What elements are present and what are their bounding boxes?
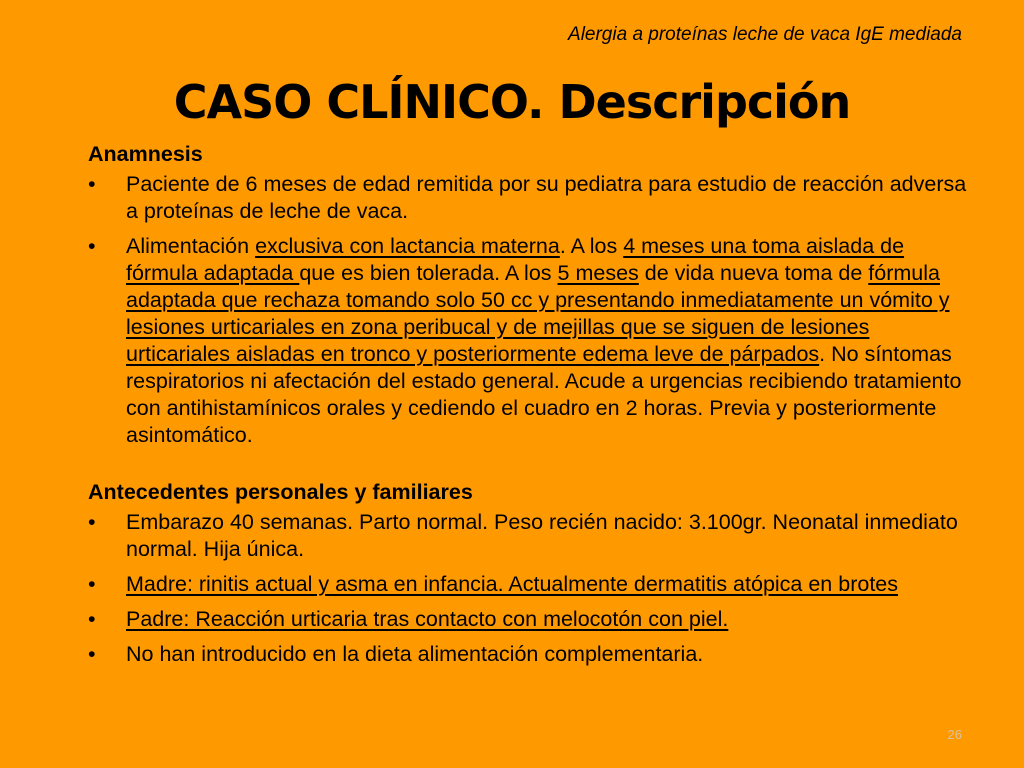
bullet-icon: • <box>88 642 96 666</box>
bullet-text: . A los <box>559 234 624 258</box>
list-item <box>88 233 968 449</box>
slide-title: CASO CLÍNICO. Descripción <box>173 75 851 129</box>
list-item <box>88 606 968 633</box>
list-item <box>88 509 968 563</box>
antecedentes-list <box>88 509 968 668</box>
header-note: Alergia a proteínas leche de vaca IgE mediada <box>568 24 962 45</box>
underlined-text: Madre: rinitis actual y asma en infancia. Actualmente dermatitis atópica en brotes <box>126 572 898 596</box>
bullet-text: . No síntomas respiratorios ni afectación del estado general. Acude a urgencias recibiendo tratamiento con antihistamínicos orales y cediendo el cuadro en 2 horas. Previa y posteriormente asintomático. <box>126 342 962 447</box>
slide-content <box>88 137 968 676</box>
bullet-icon: • <box>88 607 96 631</box>
bullet-text: de vida nueva toma de <box>638 261 869 285</box>
list-item <box>88 571 968 598</box>
bullet-text: Embarazo 40 semanas. Parto normal. Peso recién nacido: 3.100gr. Neonatal inmediato normal. Hija única. <box>126 510 958 561</box>
section-heading-antecedentes: Antecedentes personales y familiares <box>88 480 473 504</box>
page-number: 26 <box>947 727 962 742</box>
list-item <box>88 641 968 668</box>
underlined-text: exclusiva con lactancia materna <box>255 234 560 258</box>
underlined-text: fórmula adaptada que rechaza tomando solo 50 cc y presentando inmediatamente un vómito y lesiones urticariales en zona peribucal y de mejillas que se siguen de lesiones urticariales aisladas en tronco y posteriormente edema leve de párpados <box>126 261 950 366</box>
bullet-icon: • <box>88 234 96 258</box>
bullet-text: Alimentación <box>126 234 256 258</box>
underlined-text: 5 meses <box>557 261 639 285</box>
underlined-text: 4 meses una toma aislada de fórmula adaptada <box>126 234 905 285</box>
bullet-text: Paciente de 6 meses de edad remitida por su pediatra para estudio de reacción adversa a proteínas de leche de vaca. <box>126 172 967 223</box>
anamnesis-list <box>88 171 968 449</box>
bullet-text: que es bien tolerada. A los <box>299 261 558 285</box>
section-heading-anamnesis: Anamnesis <box>88 142 203 166</box>
bullet-icon: • <box>88 172 96 196</box>
bullet-text: No han introducido en la dieta alimentación complementaria. <box>126 642 704 666</box>
list-item <box>88 171 968 225</box>
bullet-icon: • <box>88 510 96 534</box>
underlined-text: Padre: Reacción urticaria tras contacto con melocotón con piel. <box>126 607 729 631</box>
bullet-icon: • <box>88 572 96 596</box>
